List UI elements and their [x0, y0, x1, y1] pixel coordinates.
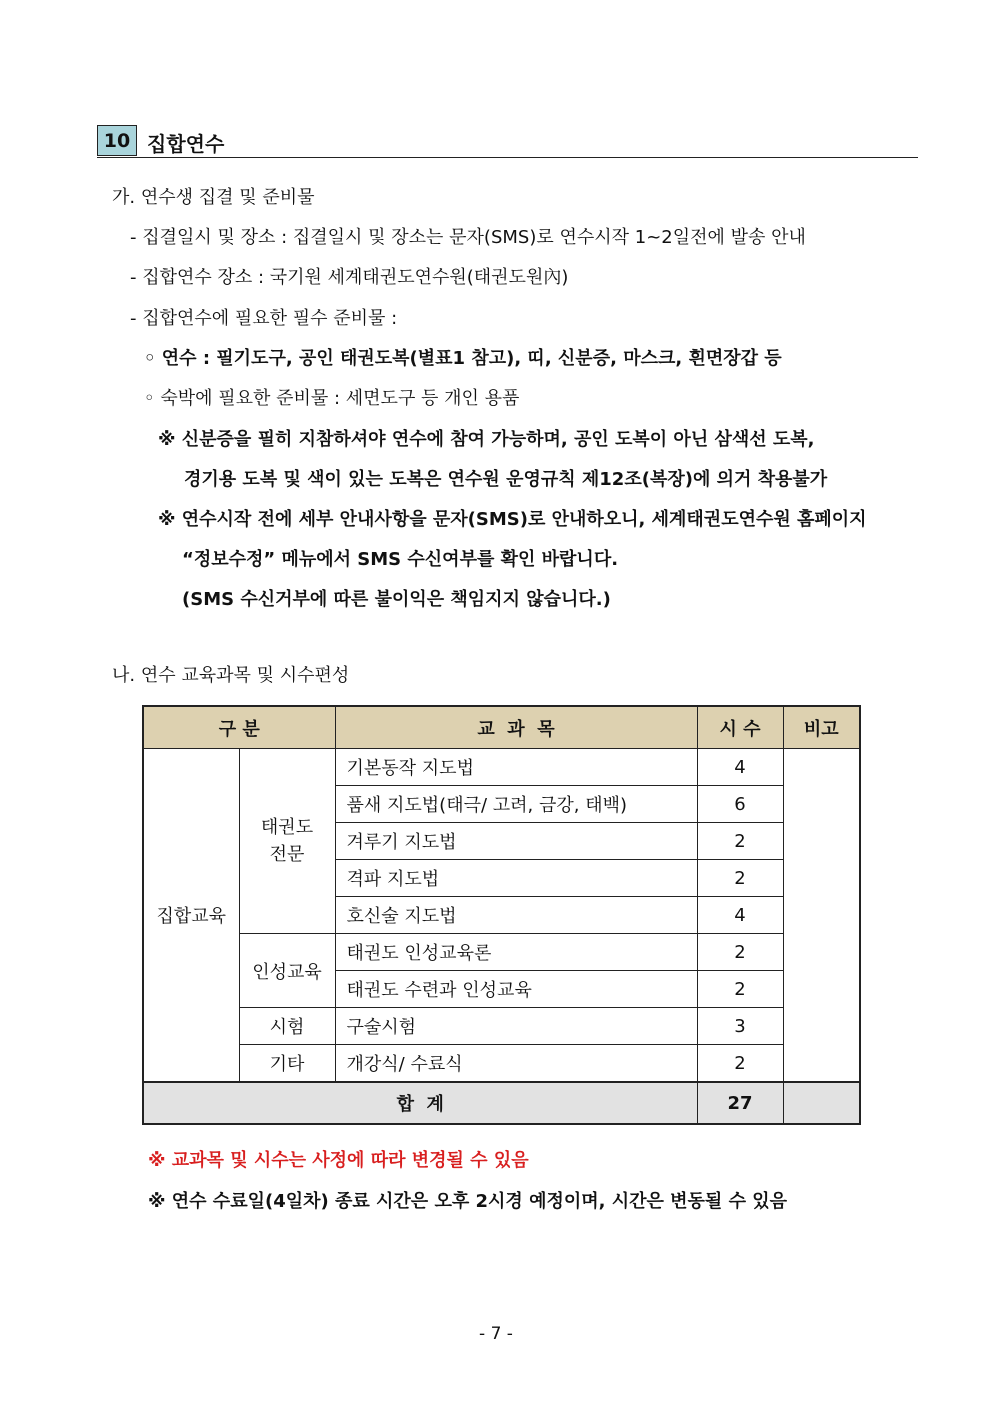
note-id-required-cont: 경기용 도복 및 색이 있는 도복은 연수원 운영규칙 제12조(복장)에 의거 착용불가 [184, 469, 828, 490]
section-title: 집합연수 [147, 132, 225, 156]
subject-cell: 태권도 인성교육론 [335, 934, 697, 971]
note-end-time: ※ 연수 수료일(4일차) 종료 시간은 오후 2시경 예정이며, 시간은 변동될 수 있음 [148, 1191, 788, 1212]
hours-cell: 2 [697, 934, 783, 971]
total-hours: 27 [697, 1082, 783, 1124]
header-note: 비고 [783, 706, 860, 749]
hours-cell: 4 [697, 749, 783, 786]
total-label: 합 계 [143, 1082, 697, 1124]
table-row [143, 749, 860, 786]
hours-cell: 3 [697, 1008, 783, 1045]
subject-cell: 구술시험 [335, 1008, 697, 1045]
table-row [143, 1045, 860, 1083]
group-cell: 인성교육 [239, 934, 335, 1008]
part-a-heading: 가. 연수생 집결 및 준비물 [112, 187, 315, 208]
header-hours: 시 수 [697, 706, 783, 749]
subject-cell: 품새 지도법(태극/ 고려, 금강, 태백) [335, 786, 697, 823]
table-row [143, 934, 860, 971]
note-id-required: ※ 신분증을 필히 지참하셔야 연수에 참여 가능하며, 공인 도복이 아닌 삼색선 도복, [158, 429, 815, 450]
note-cell [783, 749, 860, 1083]
subject-cell: 태권도 수련과 인성교육 [335, 971, 697, 1008]
list-item: - 집결일시 및 장소 : 집결일시 및 장소는 문자(SMS)로 연수시작 1~2일전에 발송 안내 [130, 227, 806, 248]
note-sms: ※ 연수시작 전에 세부 안내사항을 문자(SMS)로 안내하오니, 세계태권도연수원 홈페이지 [158, 509, 867, 530]
note-sms-disclaimer: (SMS 수신거부에 따른 불이익은 책임지지 않습니다.) [182, 589, 611, 610]
hours-cell: 2 [697, 823, 783, 860]
hours-cell: 2 [697, 860, 783, 897]
total-row [143, 1082, 860, 1124]
bullet-lodging-items: ◦ 숙박에 필요한 준비물 : 세면도구 등 개인 용품 [144, 388, 520, 409]
hours-cell: 6 [697, 786, 783, 823]
list-item: - 집합연수에 필요한 필수 준비물 : [130, 308, 398, 329]
subject-cell: 겨루기 지도법 [335, 823, 697, 860]
group-cell: 기타 [239, 1045, 335, 1083]
section-header [97, 125, 918, 158]
course-table [142, 705, 861, 1125]
hours-cell: 4 [697, 897, 783, 934]
subject-cell: 기본동작 지도법 [335, 749, 697, 786]
subject-cell: 격파 지도법 [335, 860, 697, 897]
header-category: 구 분 [143, 706, 335, 749]
group-cell: 시험 [239, 1008, 335, 1045]
total-note [783, 1082, 860, 1124]
bullet-training-items: ◦ 연수 : 필기도구, 공인 태권도복(별표1 참고), 띠, 신분증, 마스크, 흰면장갑 등 [144, 348, 782, 369]
section-number: 10 [97, 125, 137, 156]
table-row [143, 1008, 860, 1045]
subject-cell: 개강식/ 수료식 [335, 1045, 697, 1083]
subject-cell: 호신술 지도법 [335, 897, 697, 934]
part-b-heading: 나. 연수 교육과목 및 시수편성 [112, 665, 350, 686]
page-number: - 7 - [479, 1324, 513, 1344]
header-subject: 교 과 목 [335, 706, 697, 749]
list-item: - 집합연수 장소 : 국기원 세계태권도연수원(태권도원內) [130, 267, 569, 288]
group-cell: 태권도 전문 [239, 749, 335, 934]
note-subject-change: ※ 교과목 및 시수는 사정에 따라 변경될 수 있음 [148, 1150, 529, 1171]
main-category-cell: 집합교육 [143, 749, 239, 1083]
hours-cell: 2 [697, 971, 783, 1008]
note-sms-cont: “정보수정” 메뉴에서 SMS 수신여부를 확인 바랍니다. [182, 549, 619, 570]
hours-cell: 2 [697, 1045, 783, 1083]
